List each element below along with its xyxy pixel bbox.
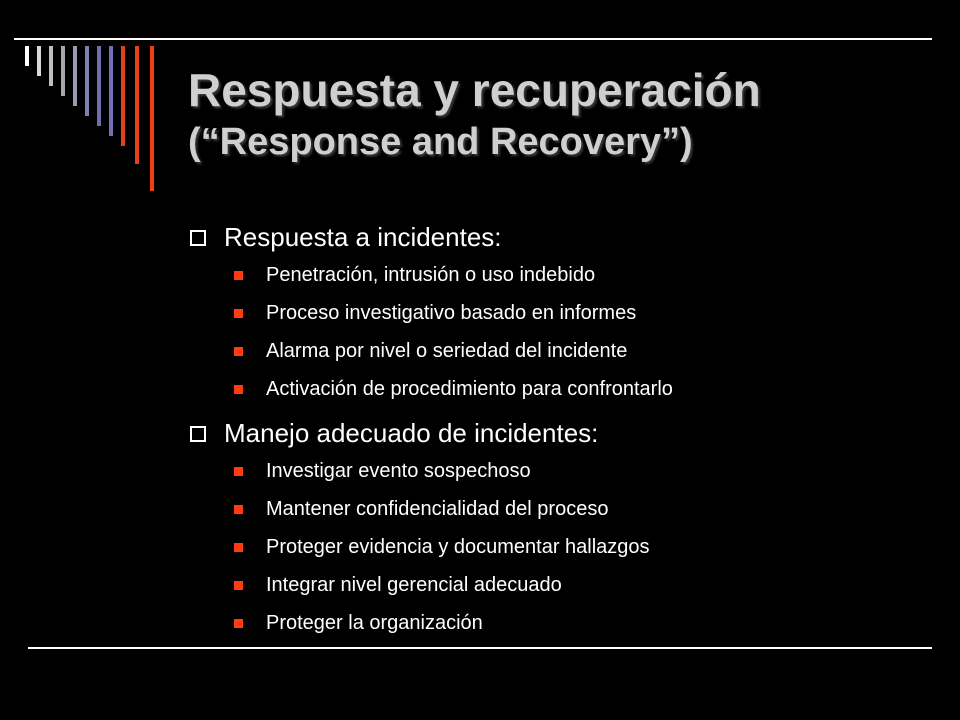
- hollow-square-bullet-icon: [190, 230, 206, 246]
- square-bullet-icon: [234, 543, 243, 552]
- list-item: [188, 604, 908, 642]
- square-bullet-icon: [234, 271, 243, 280]
- square-bullet-icon: [234, 347, 243, 356]
- list-item-text: Proceso investigativo basado en informes: [266, 302, 637, 324]
- slide-title: [188, 62, 761, 166]
- deco-bar: [135, 46, 139, 164]
- list-item-text: Penetración, intrusión o uso indebido: [266, 264, 596, 286]
- deco-bar: [97, 46, 101, 126]
- list-item: [188, 490, 908, 528]
- hollow-square-bullet-icon: [190, 426, 206, 442]
- square-bullet-icon: [234, 467, 243, 476]
- bottom-rule: [28, 647, 932, 649]
- section-heading: [188, 218, 908, 256]
- deco-bar: [121, 46, 125, 146]
- list-item-text: Investigar evento sospechoso: [266, 460, 531, 482]
- list-item: [188, 452, 908, 490]
- deco-bar: [61, 46, 65, 96]
- deco-bar: [109, 46, 113, 136]
- deco-bar: [73, 46, 77, 106]
- list-item-text: Activación de procedimiento para confrontarlo: [266, 378, 673, 400]
- section-heading: [188, 414, 908, 452]
- list-item: [188, 294, 908, 332]
- deco-bar: [37, 46, 41, 76]
- deco-bar: [85, 46, 89, 116]
- list-item-text: Integrar nivel gerencial adecuado: [266, 574, 562, 596]
- list-item-text: Alarma por nivel o seriedad del incidente: [266, 340, 628, 362]
- list-item: [188, 566, 908, 604]
- section-heading-text: Respuesta a incidentes:: [224, 222, 502, 252]
- title-line-2: (“Response and Recovery”): [188, 121, 693, 163]
- square-bullet-icon: [234, 385, 243, 394]
- square-bullet-icon: [234, 619, 243, 628]
- deco-bar: [25, 46, 29, 66]
- square-bullet-icon: [234, 505, 243, 514]
- list-item-text: Proteger evidencia y documentar hallazgos: [266, 536, 650, 558]
- bullet-content: [188, 218, 908, 642]
- list-item: [188, 528, 908, 566]
- top-rule: [14, 38, 932, 40]
- list-item-text: Proteger la organización: [266, 612, 483, 634]
- title-line-1: Respuesta y recuperación: [188, 64, 761, 116]
- square-bullet-icon: [234, 309, 243, 318]
- deco-bar: [49, 46, 53, 86]
- list-item-text: Mantener confidencialidad del proceso: [266, 498, 609, 520]
- section-heading-text: Manejo adecuado de incidentes:: [224, 418, 599, 448]
- square-bullet-icon: [234, 581, 243, 590]
- list-item: [188, 332, 908, 370]
- list-item: [188, 256, 908, 294]
- deco-bar: [150, 46, 154, 191]
- list-item: [188, 370, 908, 408]
